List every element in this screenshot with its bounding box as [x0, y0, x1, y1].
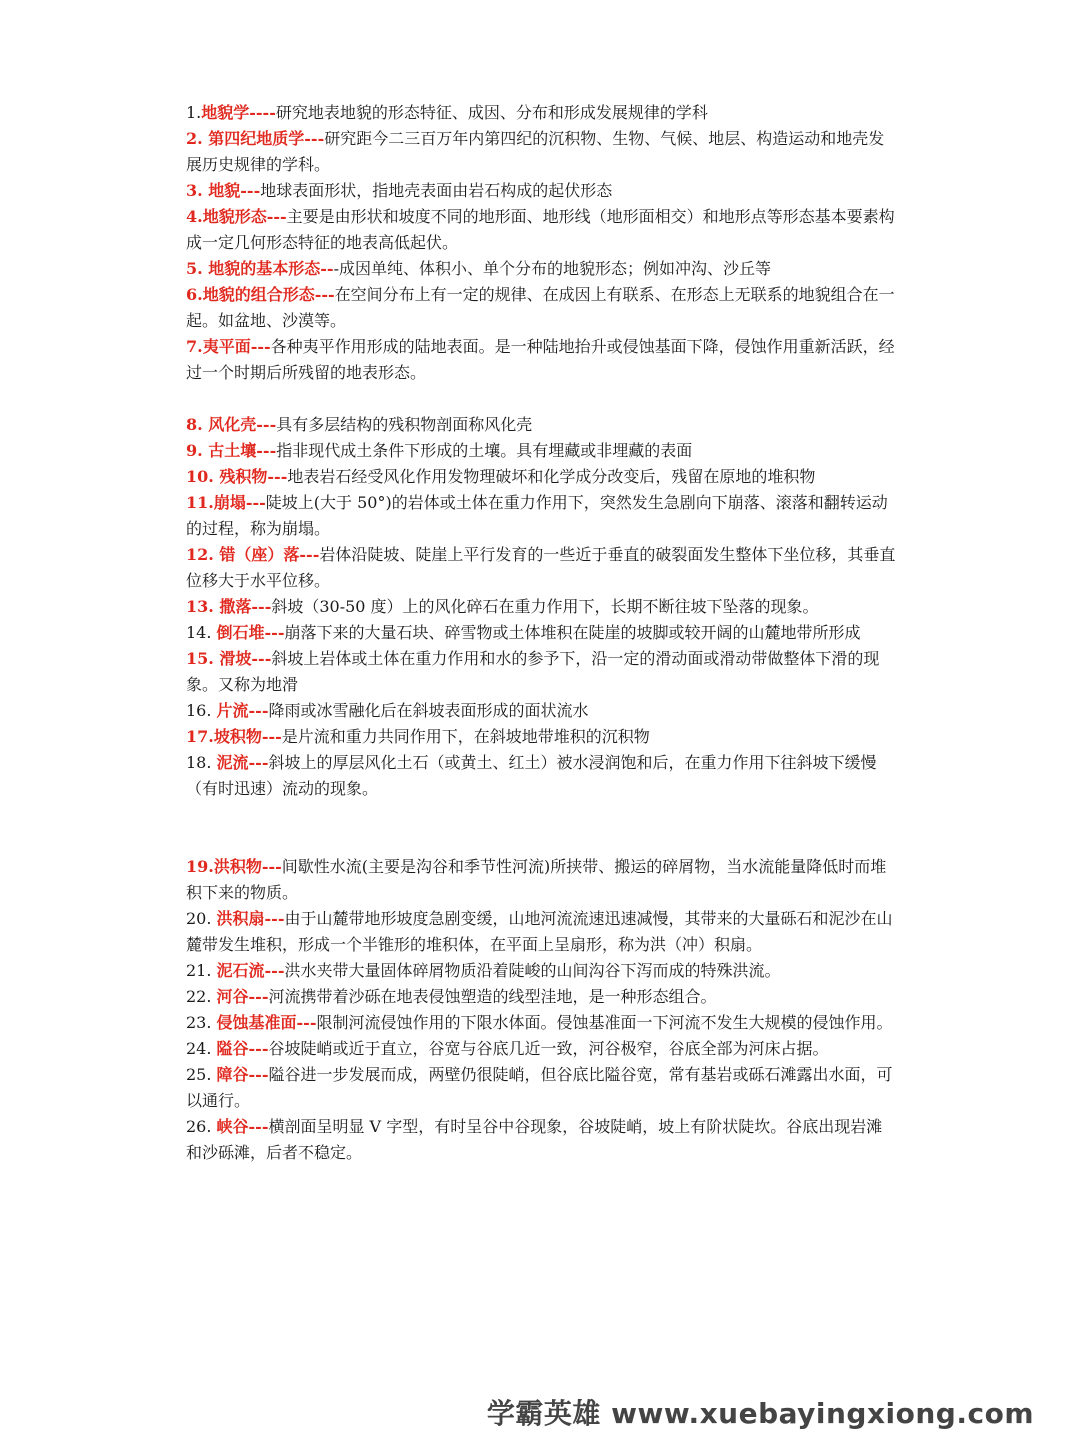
definition: 间歇性水流(主要是沟谷和季节性河流)所挟带、搬运的碎屑物，当水流能量降低时而堆积下来的物质。	[186, 857, 887, 902]
definition: 各种夷平作用形成的陆地表面。是一种陆地抬升或侵蚀基面下降，侵蚀作用重新活跃，经过一个时期后所残留的地表形态。	[186, 337, 895, 382]
definition: 在空间分布上有一定的规律、在成因上有联系、在形态上无联系的地貌组合在一起。如盆地、沙漠等。	[186, 285, 895, 330]
definition: 岩体沿陡坡、陡崖上平行发育的一些近于垂直的破裂面发生整体下坐位移，其垂直位移大于水平位移。	[186, 545, 896, 590]
entry-15: 15. 滑坡---斜坡上岩体或土体在重力作用和水的参予下，沿一定的滑动面或滑动带做整体下滑的现象。又称为地滑	[186, 649, 880, 694]
entry-25: 25. 障谷---隘谷进一步发展而成，两壁仍很陡峭，但谷底比隘谷宽，常有基岩或砾石滩露出水面，可以通行。	[186, 1065, 893, 1110]
entry-17: 17.坡积物---是片流和重力共同作用下，在斜坡地带堆积的沉积物	[186, 727, 650, 746]
entry-1: 1.地貌学----研究地表地貌的形态特征、成因、分布和形成发展规律的学科	[186, 103, 708, 122]
term: 河谷---	[216, 987, 269, 1006]
entry-24: 24. 隘谷---谷坡陡峭或近于直立，谷宽与谷底几近一致，河谷极窄，谷底全部为河床占据。	[186, 1039, 829, 1058]
term: 泥流---	[216, 753, 269, 772]
entry-10: 10. 残积物---地表岩石经受风化作用发物理破坏和化学成分改变后，残留在原地的堆积物	[186, 467, 816, 486]
entry-4: 4.地貌形态---主要是由形状和坡度不同的地形面、地形线（地形面相交）和地形点等形态基本要素构成一定几何形态特征的地表高低起伏。	[186, 207, 895, 252]
document-body	[186, 100, 898, 1166]
entry-8: 8. 风化壳---具有多层结构的残积物剖面称风化壳	[186, 415, 533, 434]
term: 隘谷---	[216, 1039, 269, 1058]
definition: 降雨或冰雪融化后在斜坡表面形成的面状流水	[268, 701, 589, 720]
entry-22: 22. 河谷---河流携带着沙砾在地表侵蚀塑造的线型洼地，是一种形态组合。	[186, 987, 717, 1006]
entry-6: 6.地貌的组合形态---在空间分布上有一定的规律、在成因上有联系、在形态上无联系的地貌组合在一起。如盆地、沙漠等。	[186, 285, 895, 330]
definition: 研究地表地貌的形态特征、成因、分布和形成发展规律的学科	[275, 103, 708, 122]
term: 滑坡---	[219, 649, 272, 668]
term: 地貌形态---	[202, 207, 287, 226]
term: 残积物---	[219, 467, 288, 486]
definition: 河流携带着沙砾在地表侵蚀塑造的线型洼地，是一种形态组合。	[268, 987, 717, 1006]
entry-16: 16. 片流---降雨或冰雪融化后在斜坡表面形成的面状流水	[186, 701, 589, 720]
term: 错（座）落---	[219, 545, 320, 564]
term: 洪积扇---	[216, 909, 285, 928]
term: 撒落---	[219, 597, 272, 616]
entry-19: 19.洪积物---间歇性水流(主要是沟谷和季节性河流)所挟带、搬运的碎屑物，当水流能量降低时而堆积下来的物质。	[186, 857, 887, 902]
entry-9: 9. 古土壤---指非现代成土条件下形成的土壤。具有埋藏或非埋藏的表面	[186, 441, 693, 460]
definition: 斜坡上的厚层风化土石（或黄土、红土）被水浸润饱和后，在重力作用下往斜坡下缓慢（有时迅速）流动的现象。	[186, 753, 877, 798]
term: 坡积物---	[213, 727, 282, 746]
footer-watermark: 学霸英雄 www.xuebayingxiong.com	[486, 1397, 1034, 1430]
term: 古土壤---	[208, 441, 277, 460]
entry-14: 14. 倒石堆---崩落下来的大量石块、碎雪物或土体堆积在陡崖的坡脚或较开阔的山麓地带所形成	[186, 623, 861, 642]
definition: 地表岩石经受风化作用发物理破坏和化学成分改变后，残留在原地的堆积物	[287, 467, 816, 486]
term: 泥石流---	[216, 961, 285, 980]
term: 障谷---	[216, 1065, 269, 1084]
entry-3: 3. 地貌---地球表面形状，指地壳表面由岩石构成的起伏形态	[186, 181, 613, 200]
definition: 洪水夹带大量固体碎屑物质沿着陡峻的山间沟谷下泻而成的特殊洪流。	[284, 961, 781, 980]
term: 第四纪地质学---	[208, 129, 325, 148]
term: 地貌---	[208, 181, 261, 200]
term: 侵蚀基准面---	[216, 1013, 317, 1032]
definition: 主要是由形状和坡度不同的地形面、地形线（地形面相交）和地形点等形态基本要素构成一定几何形态特征的地表高低起伏。	[186, 207, 895, 252]
term: 夷平面---	[202, 337, 271, 356]
entry-11: 11.崩塌---陡坡上(大于 50°)的岩体或土体在重力作用下，突然发生急剧向下崩落、滚落和翻转运动的过程，称为崩塌。	[186, 493, 888, 538]
entry-5: 5. 地貌的基本形态---成因单纯、体积小、单个分布的地貌形态；例如冲沟、沙丘等	[186, 259, 771, 278]
definition: 指非现代成土条件下形成的土壤。具有埋藏或非埋藏的表面	[276, 441, 693, 460]
definition: 横剖面呈明显 V 字型，有时呈谷中谷现象，谷坡陡峭，坡上有阶状陡坎。谷底出现岩滩和沙砾滩，后者不稳定。	[186, 1117, 883, 1162]
entry-20: 20. 洪积扇---由于山麓带地形坡度急剧变缓，山地河流流速迅速减慢，其带来的大量砾石和泥沙在山麓带发生堆积，形成一个半锥形的堆积体，在平面上呈扇形，称为洪（冲）积扇。	[186, 909, 893, 954]
entry-18: 18. 泥流---斜坡上的厚层风化土石（或黄土、红土）被水浸润饱和后，在重力作用下往斜坡下缓慢（有时迅速）流动的现象。	[186, 753, 877, 798]
definition: 地球表面形状，指地壳表面由岩石构成的起伏形态	[260, 181, 613, 200]
definition: 隘谷进一步发展而成，两壁仍很陡峭，但谷底比隘谷宽，常有基岩或砾石滩露出水面，可以通行。	[186, 1065, 893, 1110]
term: 地貌学----	[201, 103, 276, 122]
definition: 斜坡上岩体或土体在重力作用和水的参予下，沿一定的滑动面或滑动带做整体下滑的现象。又称为地滑	[186, 649, 880, 694]
entry-23: 23. 侵蚀基准面---限制河流侵蚀作用的下限水体面。侵蚀基准面一下河流不发生大规模的侵蚀作用。	[186, 1013, 893, 1032]
term: 地貌的基本形态--	[208, 259, 334, 278]
definition: 研究距今二三百万年内第四纪的沉积物、生物、气候、地层、构造运动和地壳发展历史规律的学科。	[186, 129, 885, 174]
definition: 斜坡（30-50 度）上的风化碎石在重力作用下，长期不断往坡下坠落的现象。	[271, 597, 819, 616]
term: 倒石堆---	[216, 623, 285, 642]
definition: 限制河流侵蚀作用的下限水体面。侵蚀基准面一下河流不发生大规模的侵蚀作用。	[316, 1013, 893, 1032]
entry-26: 26. 峡谷---横剖面呈明显 V 字型，有时呈谷中谷现象，谷坡陡峭，坡上有阶状陡坎。谷底出现岩滩和沙砾滩，后者不稳定。	[186, 1117, 883, 1162]
definition: 具有多层结构的残积物剖面称风化壳	[276, 415, 533, 434]
definition: 是片流和重力共同作用下，在斜坡地带堆积的沉积物	[281, 727, 650, 746]
definition: 崩落下来的大量石块、碎雪物或土体堆积在陡崖的坡脚或较开阔的山麓地带所形成	[284, 623, 861, 642]
term: 峡谷---	[216, 1117, 269, 1136]
definition: 谷坡陡峭或近于直立，谷宽与谷底几近一致，河谷极窄，谷底全部为河床占据。	[268, 1039, 829, 1058]
entry-13: 13. 撒落---斜坡（30-50 度）上的风化碎石在重力作用下，长期不断往坡下坠落的现象。	[186, 597, 819, 616]
term: 崩塌---	[213, 493, 266, 512]
definition: 由于山麓带地形坡度急剧变缓，山地河流流速迅速减慢，其带来的大量砾石和泥沙在山麓带发生堆积，形成一个半锥形的堆积体，在平面上呈扇形，称为洪（冲）积扇。	[186, 909, 893, 954]
entry-21: 21. 泥石流---洪水夹带大量固体碎屑物质沿着陡峻的山间沟谷下泻而成的特殊洪流。	[186, 961, 781, 980]
term: 地貌的组合形态---	[202, 285, 335, 304]
definition: -成因单纯、体积小、单个分布的地貌形态；例如冲沟、沙丘等	[333, 259, 771, 278]
term: 片流---	[216, 701, 269, 720]
definition: 陡坡上(大于 50°)的岩体或土体在重力作用下，突然发生急剧向下崩落、滚落和翻转运动的过程，称为崩塌。	[186, 493, 888, 538]
term: 风化壳---	[208, 415, 277, 434]
entry-7: 7.夷平面---各种夷平作用形成的陆地表面。是一种陆地抬升或侵蚀基面下降，侵蚀作用重新活跃，经过一个时期后所残留的地表形态。	[186, 337, 895, 382]
term: 洪积物---	[213, 857, 282, 876]
entry-12: 12. 错（座）落---岩体沿陡坡、陡崖上平行发育的一些近于垂直的破裂面发生整体下坐位移，其垂直位移大于水平位移。	[186, 545, 896, 590]
entry-2: 2. 第四纪地质学---研究距今二三百万年内第四纪的沉积物、生物、气候、地层、构造运动和地壳发展历史规律的学科。	[186, 129, 885, 174]
